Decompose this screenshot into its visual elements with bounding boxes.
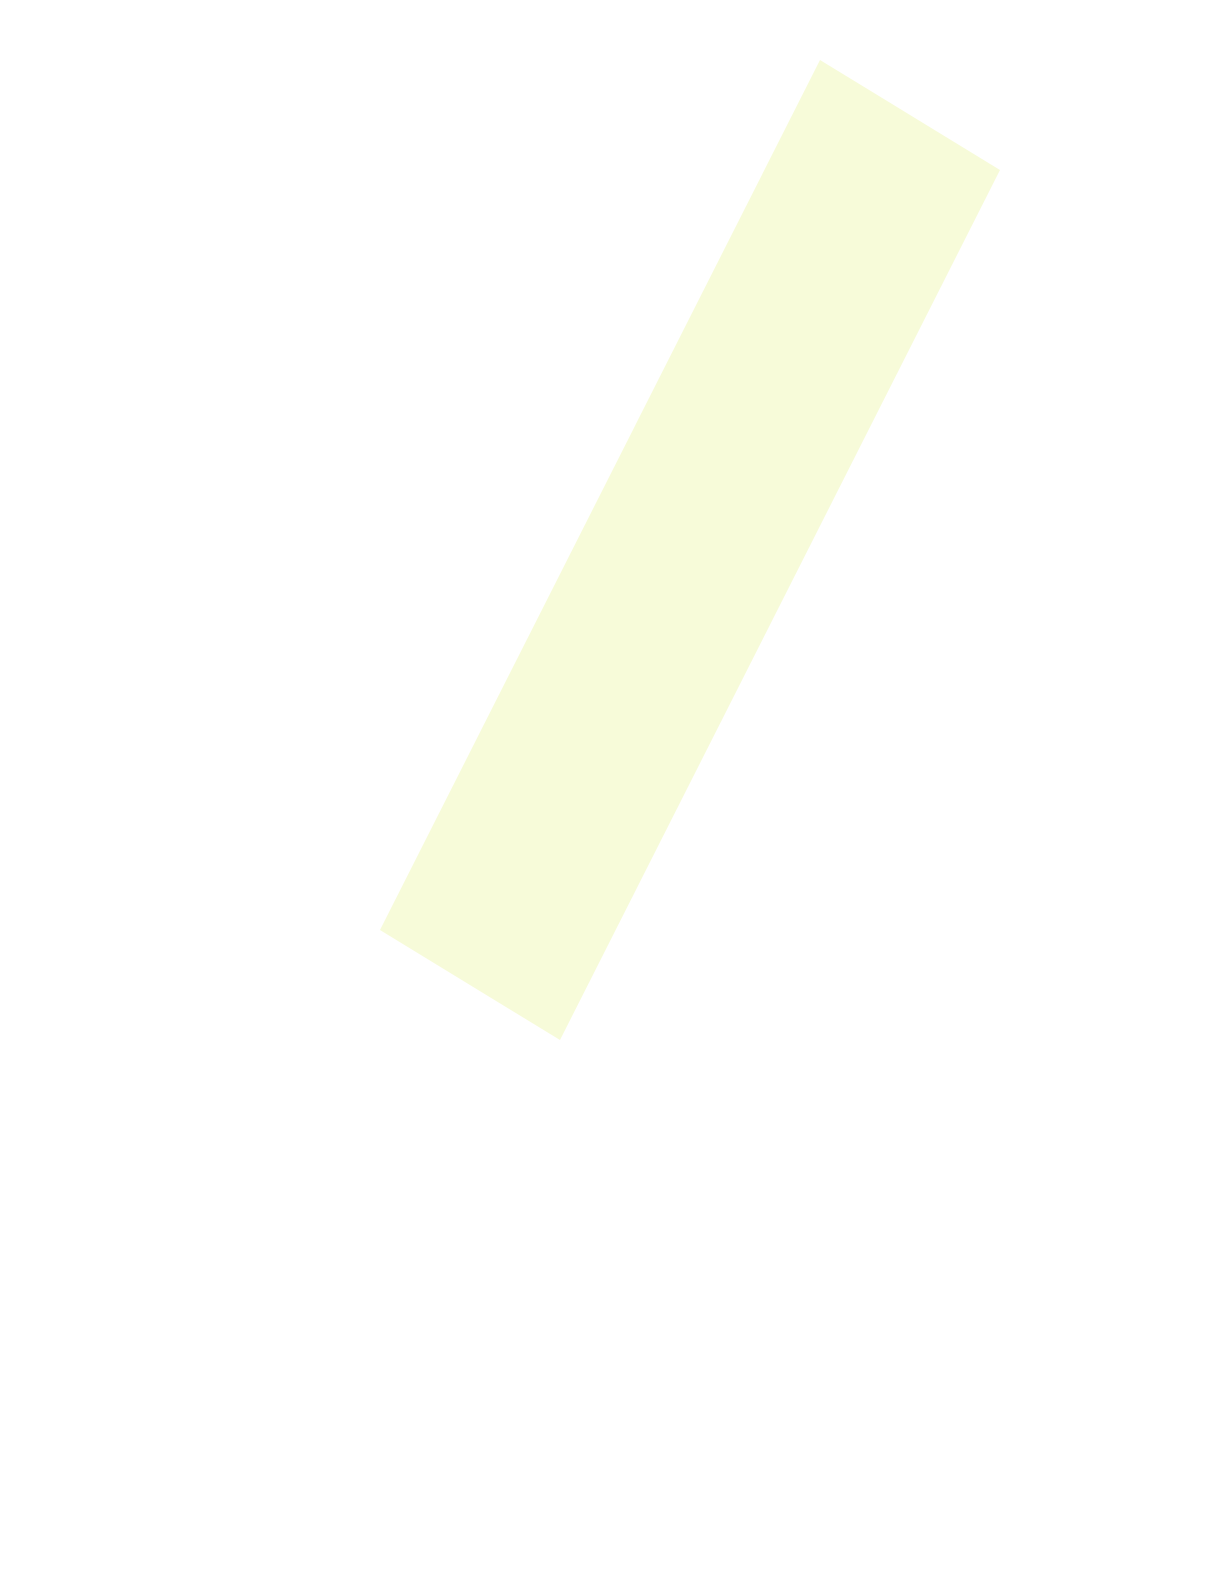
watermark-yellow-band [380, 60, 1000, 1040]
